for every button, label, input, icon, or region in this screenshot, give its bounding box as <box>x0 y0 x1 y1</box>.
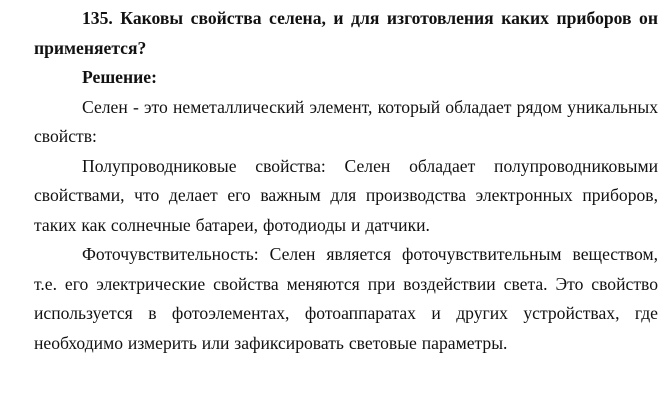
paragraph-intro: Селен - это неметаллический элемент, который обладает рядом уникальных свойств: <box>34 96 658 146</box>
paragraph-semiconductor: Полупроводниковые свойства: Селен обладает полупроводниковыми свойствами, что делает его важным для производства электронных приборов, таких как солнечные батареи, фотодиоды и датчики. <box>34 155 658 235</box>
solution-heading: Решение: <box>82 67 157 87</box>
question-title: 135. Каковы свойства селена, и для изготовления каких приборов он применяется? <box>34 8 658 58</box>
paragraph-photosensitivity: Фоточувствительность: Селен является фоточувствительным веществом, т.е. его электрические свойства меняются при воздействии света. Это свойство используется в фотоэлементах, фотоаппаратах и других устройствах, где необходимо измерить или зафиксировать световые параметры. <box>34 244 658 353</box>
